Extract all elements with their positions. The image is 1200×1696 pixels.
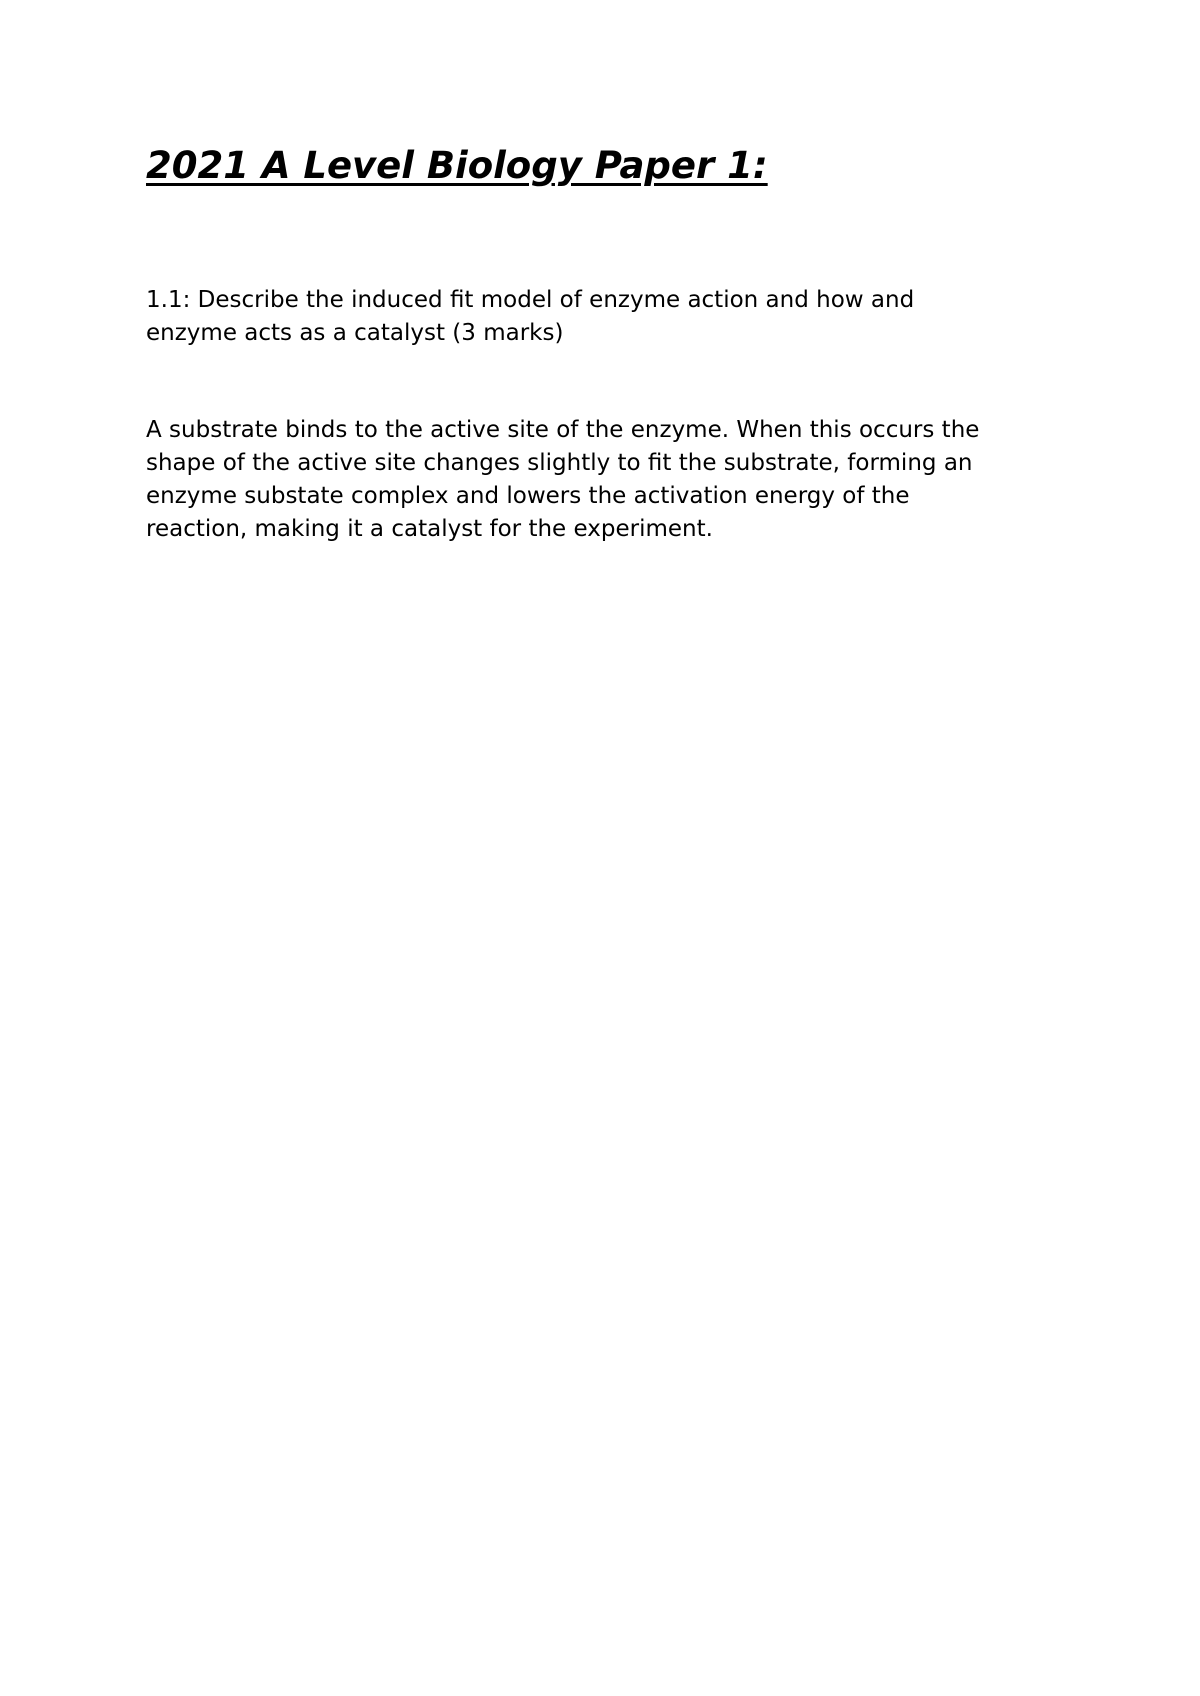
answer-line-1: A substrate binds to the active site of the enzyme. When this occurs the bbox=[146, 417, 980, 443]
document-title: 2021 A Level Biology Paper 1: bbox=[146, 144, 768, 187]
question-line-1: 1.1: Describe the induced fit model of enzyme action and how and bbox=[146, 287, 915, 313]
question-text bbox=[146, 284, 1066, 350]
answer-text bbox=[146, 414, 1066, 546]
answer-line-4: reaction, making it a catalyst for the experiment. bbox=[146, 516, 713, 542]
question-line-2: enzyme acts as a catalyst (3 marks) bbox=[146, 320, 564, 346]
answer-line-2: shape of the active site changes slightly to fit the substrate, forming an bbox=[146, 450, 973, 476]
answer-line-3: enzyme substate complex and lowers the activation energy of the bbox=[146, 483, 910, 509]
